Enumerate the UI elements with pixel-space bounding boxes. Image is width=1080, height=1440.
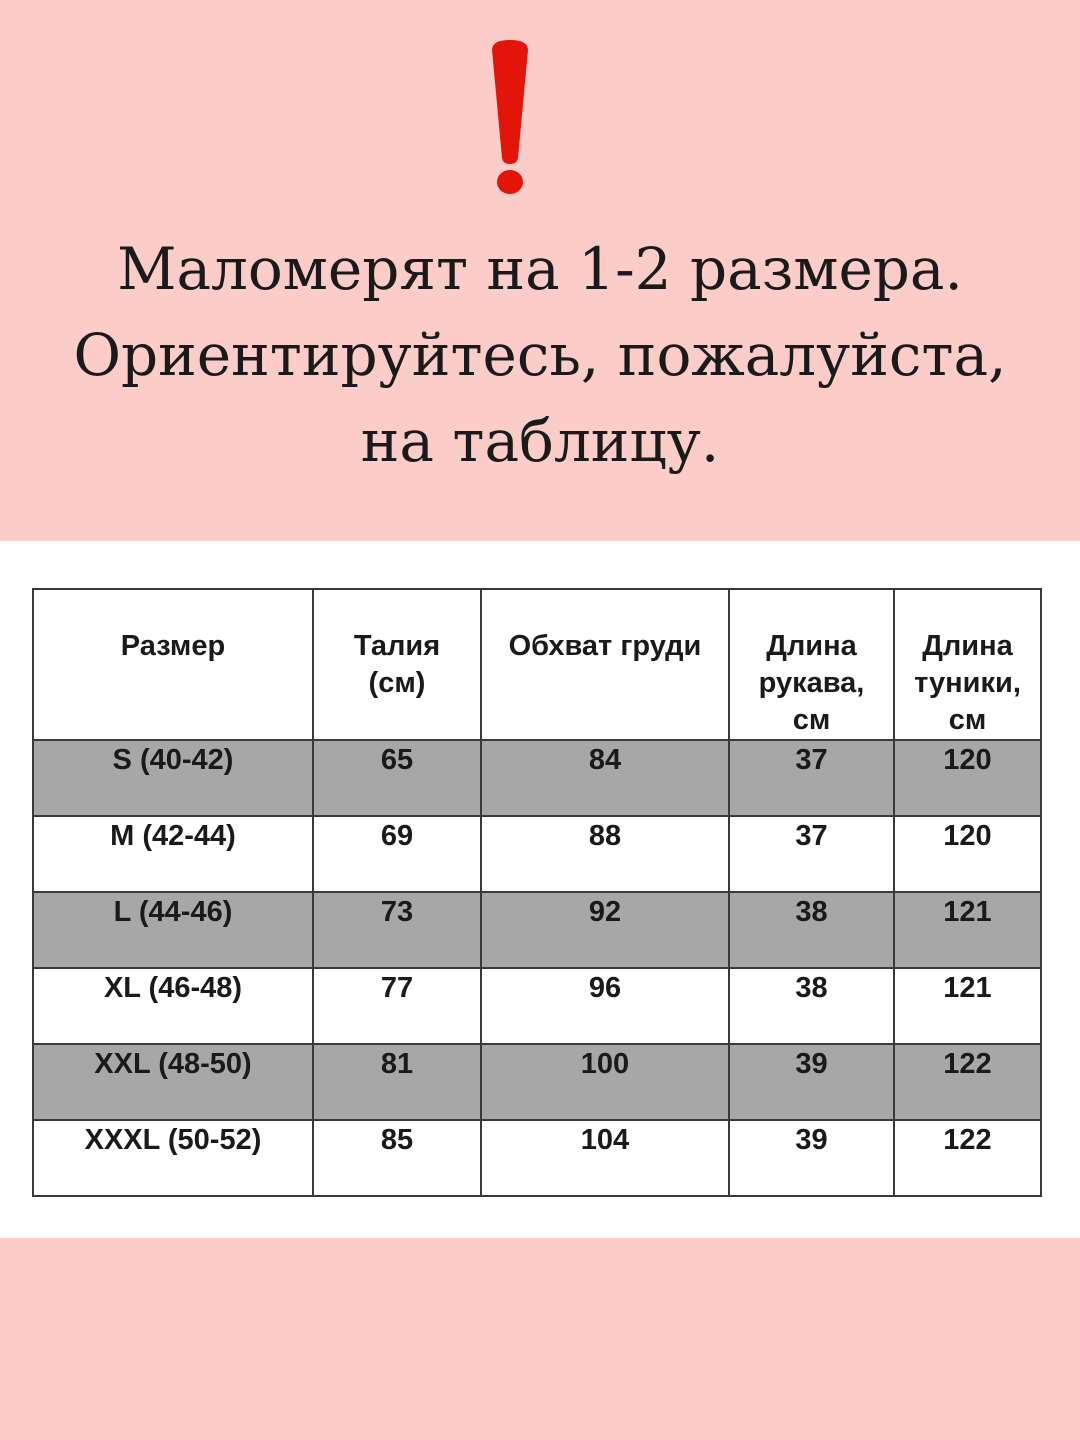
notice-line: Ориентируйтесь, пожалуйста, xyxy=(73,321,1007,389)
cell-sleeve: 38 xyxy=(729,968,894,1044)
cell-size: XL (46-48) xyxy=(33,968,313,1044)
notice-line: на таблицу. xyxy=(360,407,720,475)
header-size xyxy=(33,589,313,740)
cell-tunic: 122 xyxy=(894,1044,1041,1120)
table-row xyxy=(33,1120,1041,1196)
cell-sleeve: 39 xyxy=(729,1044,894,1120)
cell-chest: 96 xyxy=(481,968,729,1044)
table-row xyxy=(33,968,1041,1044)
size-table-panel xyxy=(0,541,1080,1238)
cell-sleeve: 39 xyxy=(729,1120,894,1196)
cell-tunic: 122 xyxy=(894,1120,1041,1196)
cell-sleeve: 37 xyxy=(729,740,894,816)
header-waist xyxy=(313,589,481,740)
header-sleeve xyxy=(729,589,894,740)
cell-size: XXL (48-50) xyxy=(33,1044,313,1120)
cell-chest: 88 xyxy=(481,816,729,892)
cell-waist: 81 xyxy=(313,1044,481,1120)
cell-waist: 65 xyxy=(313,740,481,816)
header-text: Размер xyxy=(120,630,226,662)
header-text: (см) xyxy=(368,667,426,699)
cell-chest: 104 xyxy=(481,1120,729,1196)
cell-tunic: 121 xyxy=(894,968,1041,1044)
header-text: Талия xyxy=(353,630,441,662)
cell-size: S (40-42) xyxy=(33,740,313,816)
cell-waist: 77 xyxy=(313,968,481,1044)
header-chest xyxy=(481,589,729,740)
size-table xyxy=(32,588,1042,1197)
cell-sleeve: 38 xyxy=(729,892,894,968)
header-tunic xyxy=(894,589,1041,740)
cell-size: M (42-44) xyxy=(33,816,313,892)
table-header-row xyxy=(33,589,1041,740)
size-notice xyxy=(0,226,1080,484)
cell-chest: 100 xyxy=(481,1044,729,1120)
cell-tunic: 121 xyxy=(894,892,1041,968)
cell-waist: 73 xyxy=(313,892,481,968)
cell-chest: 84 xyxy=(481,740,729,816)
notice-line: Маломерят на 1-2 размера. xyxy=(117,235,963,303)
cell-chest: 92 xyxy=(481,892,729,968)
header-text: см xyxy=(792,704,831,736)
table-row xyxy=(33,1044,1041,1120)
header-text: см xyxy=(948,704,987,736)
cell-tunic: 120 xyxy=(894,816,1041,892)
cell-waist: 85 xyxy=(313,1120,481,1196)
cell-tunic: 120 xyxy=(894,740,1041,816)
cell-size: L (44-46) xyxy=(33,892,313,968)
cell-waist: 69 xyxy=(313,816,481,892)
cell-size: XXXL (50-52) xyxy=(33,1120,313,1196)
table-row xyxy=(33,816,1041,892)
table-row xyxy=(33,740,1041,816)
header-text: туники, xyxy=(914,667,1021,699)
header-text: Длина xyxy=(766,630,857,662)
header-text: рукава, xyxy=(758,667,865,699)
table-row xyxy=(33,892,1041,968)
cell-sleeve: 37 xyxy=(729,816,894,892)
header-text: Длина xyxy=(922,630,1013,662)
header-text: Обхват груди xyxy=(508,630,702,662)
exclamation-icon xyxy=(480,36,540,196)
